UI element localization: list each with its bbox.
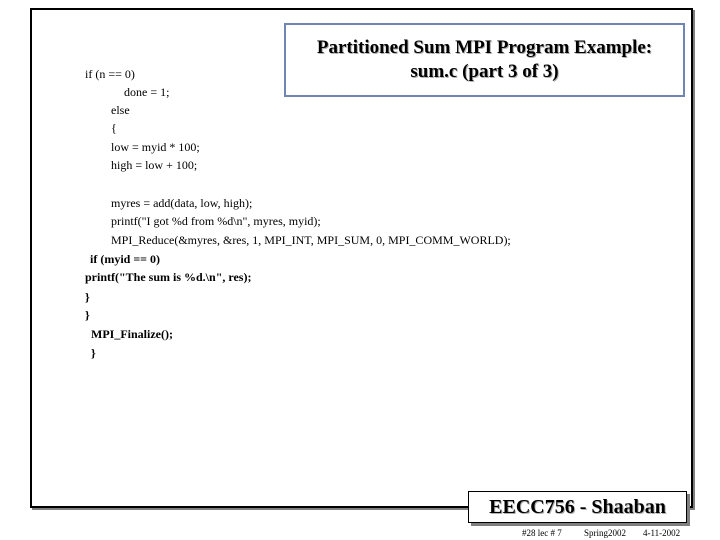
code-line-10: if (myid == 0) xyxy=(90,252,161,266)
code-line-5: low = myid * 100; xyxy=(111,140,200,154)
code-line-6: high = low + 100; xyxy=(111,158,198,172)
code-line-9: MPI_Reduce(&myres, &res, 1, MPI_INT, MPI_SUM, 0, MPI_COMM_WORLD); xyxy=(111,233,511,247)
code-line-4: { xyxy=(111,121,117,135)
slide-title-line-2: sum.c (part 3 of 3) xyxy=(410,61,559,82)
code-line-1: if (n == 0) xyxy=(85,67,135,81)
course-footer-title: EECC756 - Shaaban xyxy=(489,495,666,518)
slide-number-label: #28 lec # 7 xyxy=(522,528,562,538)
code-line-15: } xyxy=(91,346,96,360)
course-footer-box xyxy=(468,491,687,523)
code-line-7: myres = add(data, low, high); xyxy=(111,196,253,210)
code-line-3: else xyxy=(111,103,130,117)
slide-title-box xyxy=(284,23,685,97)
date-label: 4-11-2002 xyxy=(643,528,681,538)
code-line-13: } xyxy=(85,308,90,322)
term-label: Spring2002 xyxy=(584,528,627,538)
code-line-8: printf("I got %d from %d\n", myres, myid); xyxy=(111,214,321,228)
code-line-2: done = 1; xyxy=(124,85,170,99)
code-line-12: } xyxy=(85,290,90,304)
code-line-11: printf("The sum is %d.\n", res); xyxy=(85,270,252,284)
slide-title-line-1: Partitioned Sum MPI Program Example: xyxy=(316,37,653,58)
code-line-14: MPI_Finalize(); xyxy=(91,327,173,341)
